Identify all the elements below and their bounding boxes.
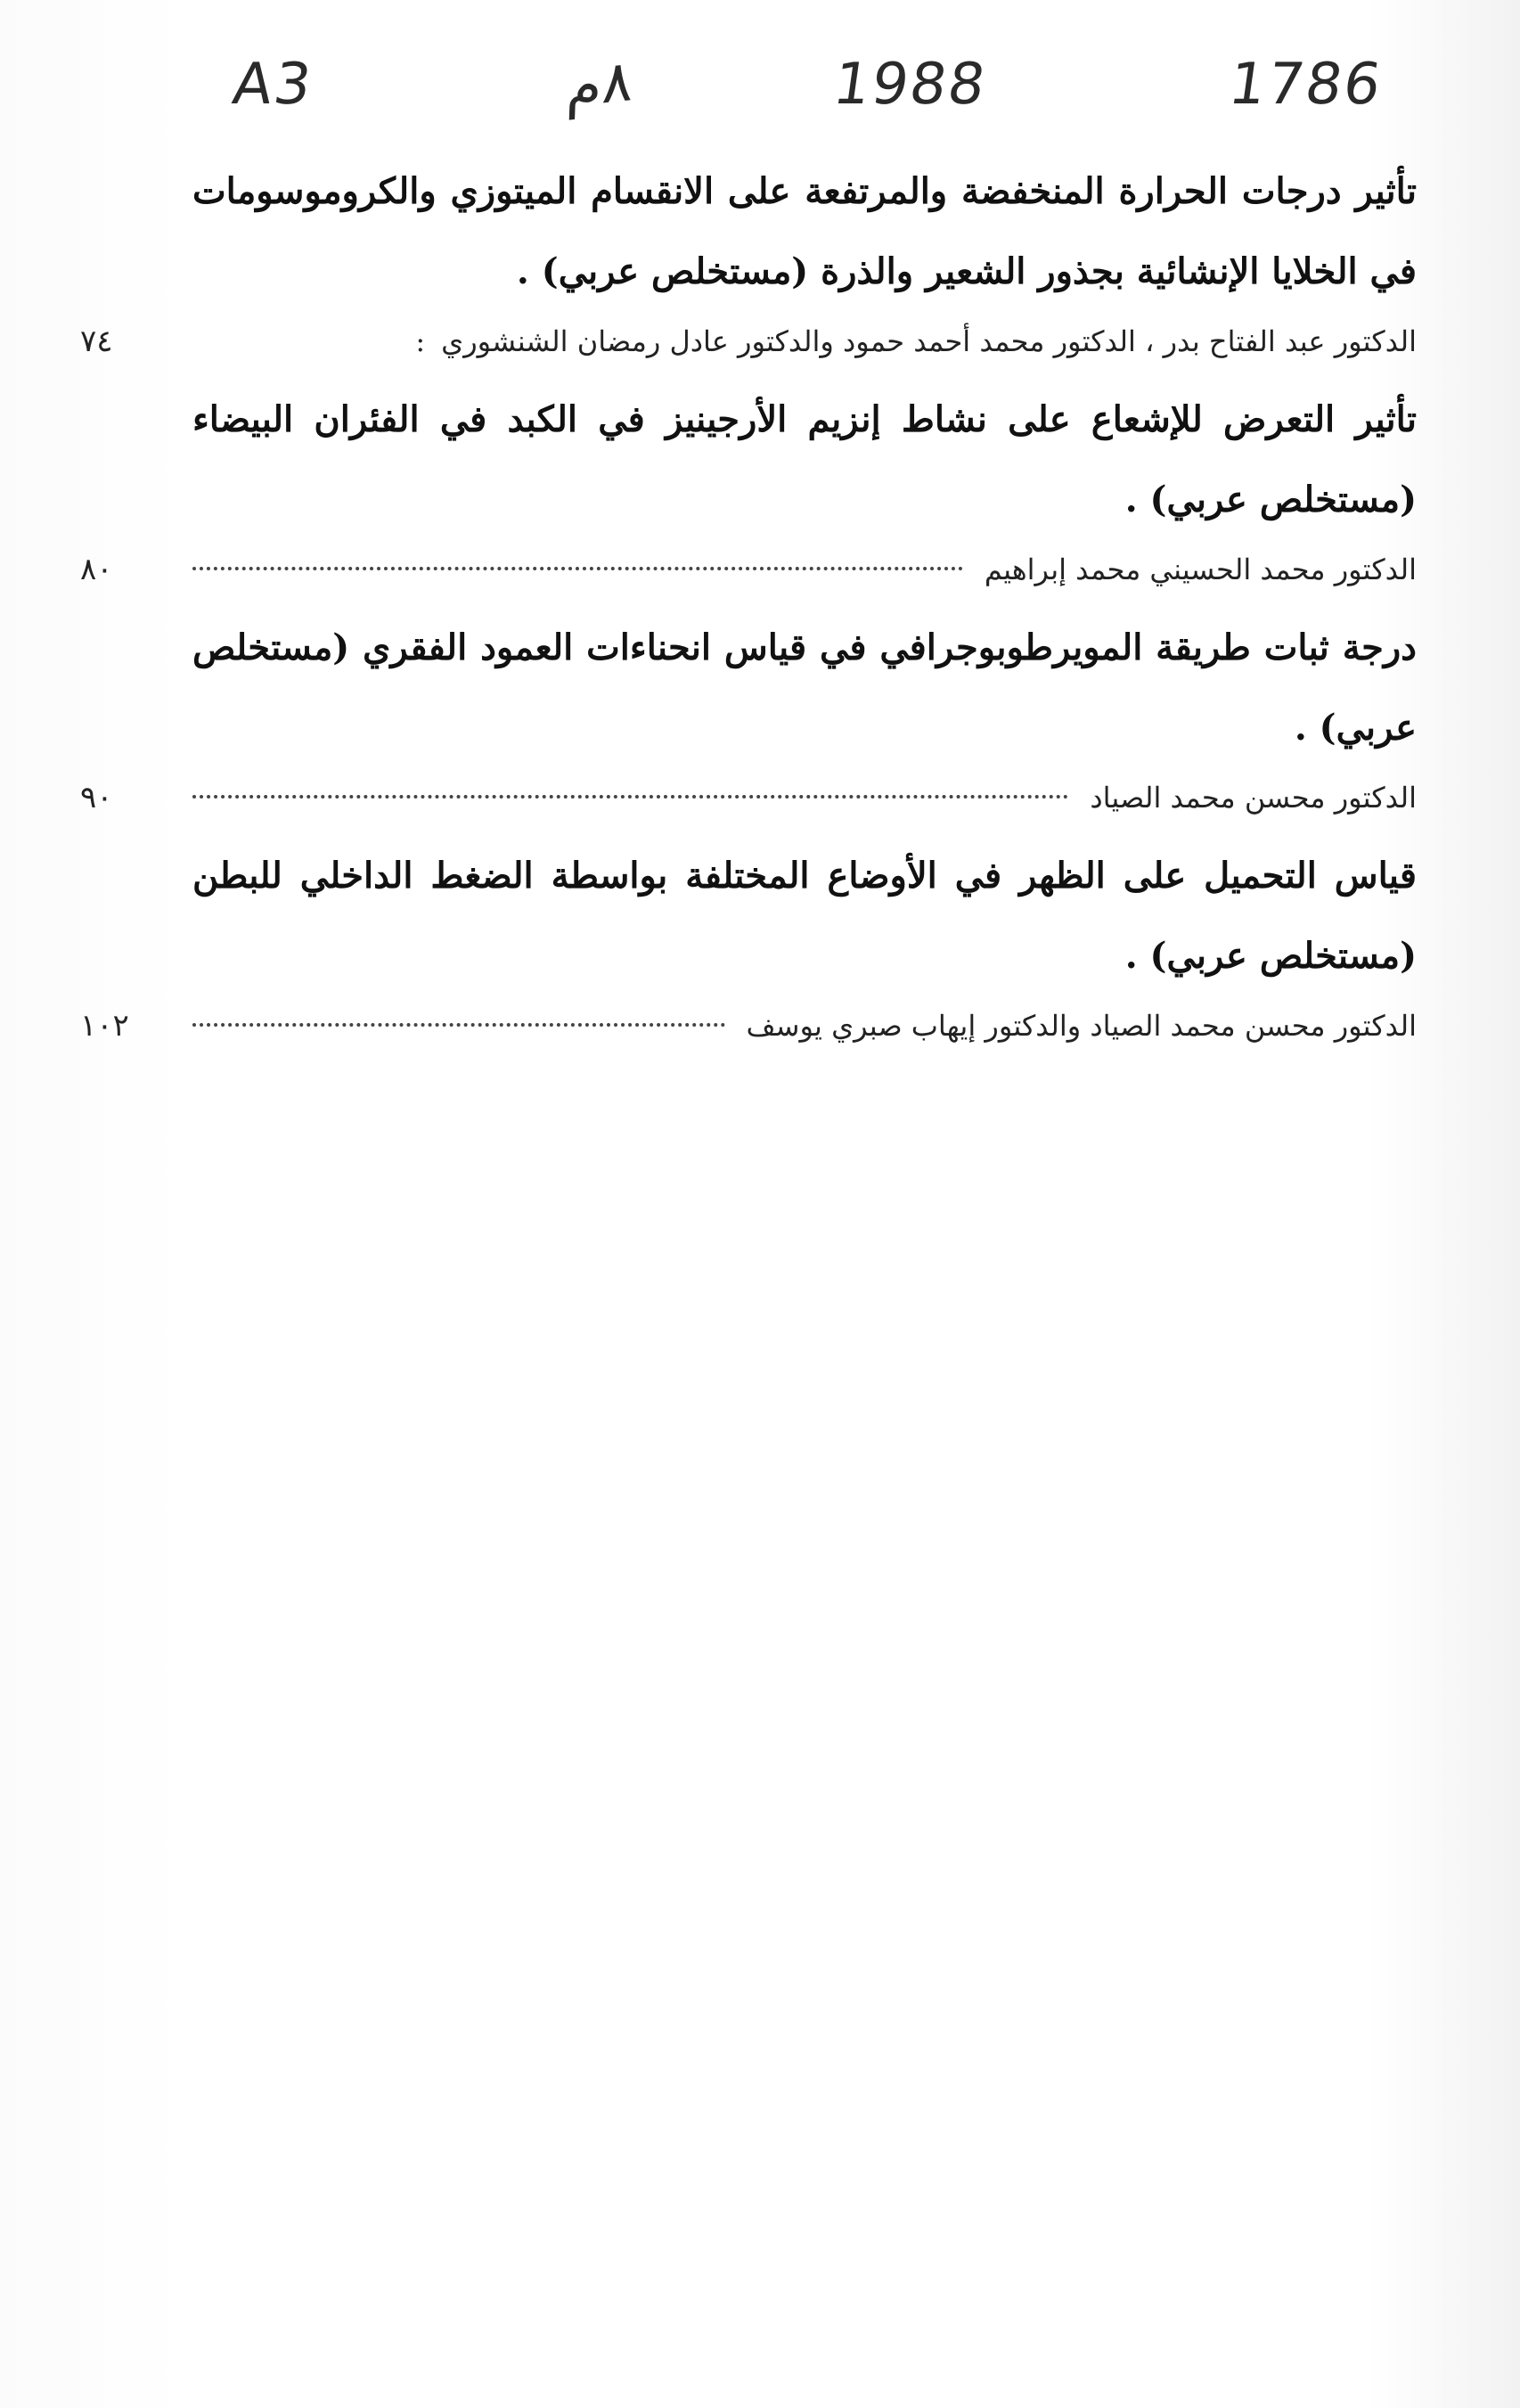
entry-authors: الدكتور محمد الحسيني محمد إبراهيم (984, 553, 1417, 586)
entry-title: تأثير التعرض للإشعاع على نشاط إنزيم الأرجينيز في الكبد في الفئران البيضاء (مستخلص عربي) . (192, 398, 1417, 520)
entry-page-number: ٧٤ (80, 324, 113, 359)
table-of-contents (80, 152, 1417, 1064)
entry-title: تأثير درجات الحرارة المنخفضة والمرتفعة على الانقسام الميتوزي والكروموسومات في الخلايا الإنشائية بجذور الشعير والذرة (مستخلص عربي) . (192, 170, 1417, 292)
entry-author-line (80, 312, 1417, 371)
entry-page-number: ٩٠ (80, 780, 113, 815)
toc-entry-4 (80, 836, 1417, 1055)
handwritten-year: 1988 (829, 52, 992, 118)
handwritten-catalog-code: A3 (228, 52, 317, 118)
dot-leader (192, 1023, 725, 1027)
toc-entry-1 (80, 152, 1417, 371)
entry-title: قياس التحميل على الظهر في الأوضاع المختلفة بواسطة الضغط الداخلي للبطن (مستخلص عربي) . (192, 855, 1418, 977)
entry-title: درجة ثبات طريقة المويرطوبوجرافي في قياس انحناءات العمود الفقري (مستخلص عربي) . (192, 627, 1417, 749)
entry-author-line (80, 768, 1417, 827)
toc-entry-2 (80, 380, 1417, 599)
entry-author-line (80, 540, 1417, 599)
handwritten-item-code: 1786 (1224, 52, 1387, 118)
entry-separator: : (415, 324, 426, 358)
dot-leader (192, 795, 1068, 799)
entry-page-number: ٨٠ (80, 552, 113, 587)
entry-authors: الدكتور عبد الفتاح بدر ، الدكتور محمد أحمد حمود والدكتور عادل رمضان الشنشوري (441, 324, 1417, 358)
entry-page-number: ١٠٢ (80, 1008, 129, 1044)
entry-authors: الدكتور محسن محمد الصياد والدكتور إيهاب صبري يوسف (746, 1009, 1417, 1043)
toc-entry-3 (80, 608, 1417, 827)
dot-leader (192, 567, 963, 570)
entry-authors: الدكتور محسن محمد الصياد (1090, 781, 1417, 815)
handwritten-volume-mark: ٨م (565, 48, 634, 121)
entry-author-line (80, 996, 1417, 1055)
